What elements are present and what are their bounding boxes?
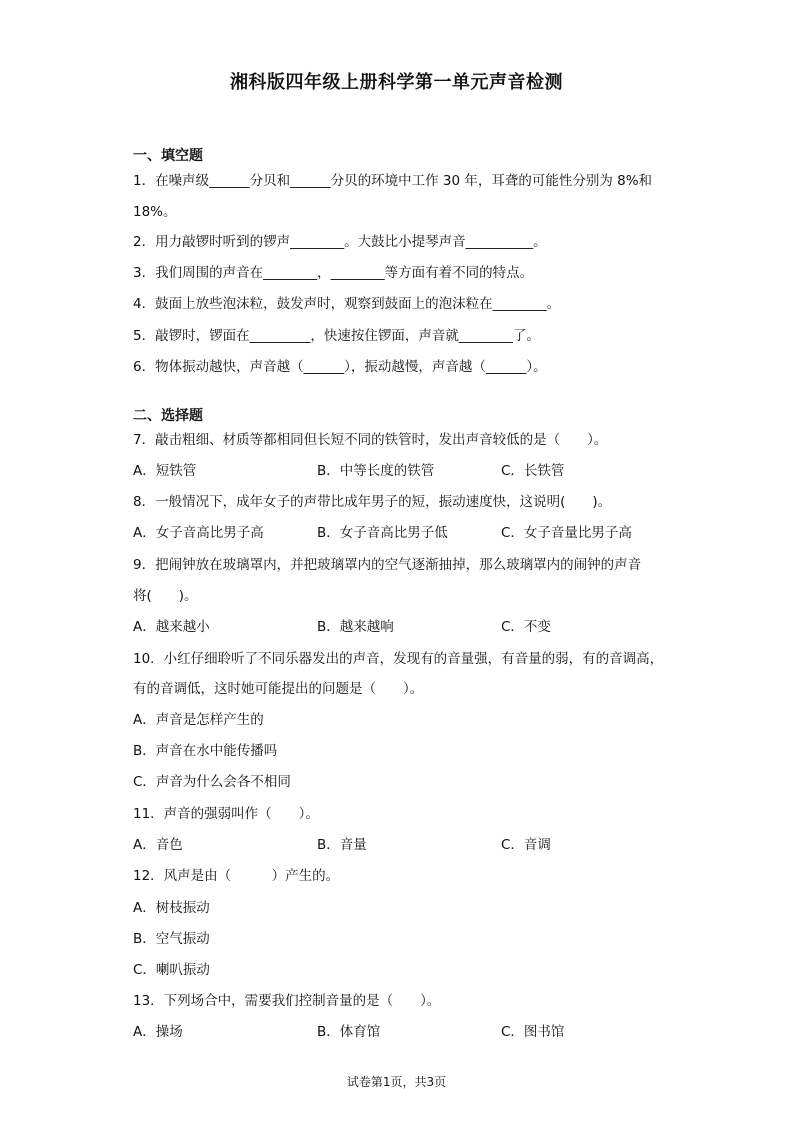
question-3: 3．我们周围的声音在________，________等方面有着不同的特点。 <box>133 265 534 281</box>
question-12-option-b: B．空气振动 <box>133 931 210 947</box>
question-12-option-a: A．树枝振动 <box>133 900 210 916</box>
question-10-option-c: C．声音为什么会各不相同 <box>133 774 291 790</box>
question-13-option-c: C．图书馆 <box>501 1024 565 1040</box>
question-13-option-b: B．体育馆 <box>317 1024 381 1040</box>
question-6: 6．物体振动越快，声音越（______），振动越慢，声音越（______）。 <box>133 359 547 375</box>
page-title: 湘科版四年级上册科学第一单元声音检测 <box>230 72 563 93</box>
page-footer: 试卷第1页，共3页 <box>346 1075 447 1089</box>
question-5: 5．敲锣时，锣面在_________，快速按住锣面，声音就________了。 <box>133 328 540 344</box>
question-8-option-a: A．女子音高比男子高 <box>133 525 264 541</box>
question-11-option-a: A．音色 <box>133 837 183 853</box>
question-9-option-c: C．不变 <box>501 619 551 635</box>
question-13-option-a: A．操场 <box>133 1024 183 1040</box>
question-12-option-c: C．喇叭振动 <box>133 962 210 978</box>
section-heading-multiple-choice: 二、选择题 <box>133 408 203 424</box>
question-7-option-c: C．长铁管 <box>501 463 565 479</box>
question-10-line-2: 有的音调低，这时她可能提出的问题是（ ）。 <box>133 681 424 697</box>
question-10-option-b: B．声音在水中能传播吗 <box>133 743 278 759</box>
question-7-option-a: A．短铁管 <box>133 463 197 479</box>
question-11-option-c: C．音调 <box>501 837 551 853</box>
question-9-option-a: A．越来越小 <box>133 619 210 635</box>
question-11-option-b: B．音量 <box>317 837 367 853</box>
section-heading-fill-blank: 一、填空题 <box>133 148 203 164</box>
question-10-line-1: 10．小红仔细聆听了不同乐器发出的声音，发现有的音量强，有音量的弱，有的音调高， <box>133 651 664 667</box>
question-13: 13．下列场合中，需要我们控制音量的是（ ）。 <box>133 993 441 1009</box>
question-4: 4．鼓面上放些泡沫粒，鼓发声时，观察到鼓面上的泡沫粒在________。 <box>133 296 561 312</box>
question-8-option-b: B．女子音高比男子低 <box>317 525 448 541</box>
question-1-line-2: 18%。 <box>133 204 177 220</box>
question-8-option-c: C．女子音量比男子高 <box>501 525 632 541</box>
question-11: 11．声音的强弱叫作（ ）。 <box>133 806 319 822</box>
question-7-option-b: B．中等长度的铁管 <box>317 463 435 479</box>
question-1-line-1: 1．在噪声级______分贝和______分贝的环境中工作 30 年，耳聋的可能性分别为 8%和 <box>133 173 653 189</box>
question-9-line-2: 将( )。 <box>133 588 198 604</box>
question-9-line-1: 9．把闹钟放在玻璃罩内，并把玻璃罩内的空气逐渐抽掉，那么玻璃罩内的闹钟的声音 <box>133 557 642 573</box>
question-8: 8．一般情况下，成年女子的声带比成年男子的短，振动速度快，这说明( )。 <box>133 494 612 510</box>
question-2: 2．用力敲锣时听到的锣声________。大鼓比小提琴声音__________。 <box>133 234 547 250</box>
question-10-option-a: A．声音是怎样产生的 <box>133 712 264 728</box>
question-12: 12．风声是由（ ）产生的。 <box>133 868 340 884</box>
question-9-option-b: B．越来越响 <box>317 619 394 635</box>
question-7: 7．敲击粗细、材质等都相同但长短不同的铁管时，发出声音较低的是（ ）。 <box>133 432 608 448</box>
